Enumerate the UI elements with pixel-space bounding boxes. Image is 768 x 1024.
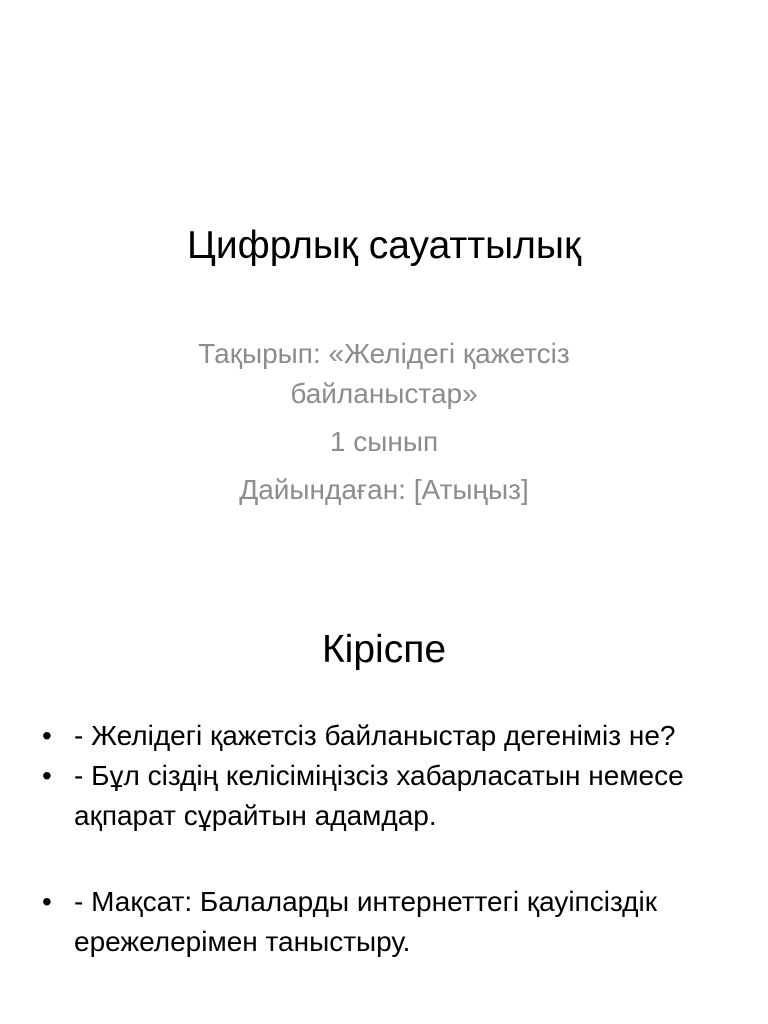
bullet-icon: • bbox=[42, 886, 52, 917]
bullet-list bbox=[40, 716, 720, 962]
list-item bbox=[40, 756, 720, 836]
subtitle-author: Дайындаған: [Атыңыз] bbox=[239, 474, 529, 505]
bullet-text: - Бұл сіздің келісіміңізсіз хабарласатын немесе ақпарат сұрайтын адамдар. bbox=[74, 760, 684, 831]
bullet-icon: • bbox=[42, 760, 52, 791]
subtitle-grade: 1 сынып bbox=[329, 426, 439, 457]
section-title: Кіріспе bbox=[321, 628, 447, 671]
bullet-text: - Мақсат: Балаларды интернеттегі қауіпсіздік ережелерімен таныстыру. bbox=[74, 886, 657, 957]
bullet-text: - Желідегі қажетсіз байланыстар дегеніміз не? bbox=[74, 720, 676, 751]
slide-subtitle bbox=[110, 334, 658, 510]
subtitle-topic: Тақырып: «Желідегі қажетсіз байланыстар» bbox=[198, 338, 570, 409]
list-item bbox=[40, 716, 720, 756]
bullet-icon: • bbox=[42, 720, 52, 751]
slide-title: Цифрлық сауаттылық bbox=[186, 224, 582, 267]
list-item bbox=[40, 882, 720, 962]
